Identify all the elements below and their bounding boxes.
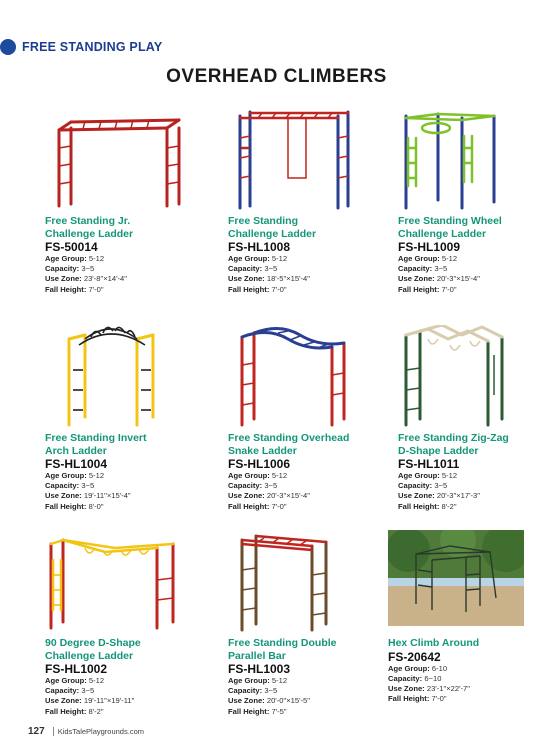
page-footer — [28, 726, 144, 737]
spec-label: Use Zone: — [398, 274, 435, 284]
age-group-value: 5-12 — [441, 254, 458, 263]
use-zone-value: 20'-3"×15'-4" — [436, 274, 480, 284]
spec-label: Age Group: — [228, 676, 270, 685]
spec-label: Fall Height: — [228, 501, 270, 511]
spec-label: Capacity: — [398, 264, 433, 274]
product-code: FS-HL1011 — [398, 457, 460, 471]
product-name-line1: Hex Climb Around — [388, 637, 480, 649]
capacity-value: 6~10 — [424, 673, 442, 683]
product-card — [228, 530, 378, 717]
use-zone-value: 19'-11"×19'-11" — [83, 696, 135, 706]
product-code: FS-HL1003 — [228, 662, 291, 676]
product-card — [388, 530, 548, 704]
age-group-value: 5-12 — [88, 254, 105, 263]
product-card — [228, 108, 378, 295]
use-zone-value: 20'-3"×17'-3" — [436, 491, 480, 501]
product-name-line2: Challenge Ladder — [398, 227, 487, 240]
product-name-line2: Parallel Bar — [228, 649, 286, 662]
use-zone-value: 20'-0"×15'-5" — [266, 696, 310, 706]
product-card — [398, 325, 548, 512]
spec-label: Age Group: — [45, 471, 87, 480]
section-header — [0, 36, 162, 58]
product-name-line1: Free Standing Wheel — [398, 215, 502, 227]
spec-label: Use Zone: — [45, 696, 82, 706]
product-image — [388, 530, 524, 626]
fall-height-value: 8'-2" — [88, 706, 104, 716]
product-name-line1: 90 Degree D-Shape — [45, 637, 141, 649]
invert-arch-ladder-illustration — [45, 325, 195, 430]
spec-label: Capacity: — [45, 264, 80, 274]
product-code: FS-HL1009 — [398, 240, 461, 254]
product-card — [45, 325, 195, 512]
spec-label: Fall Height: — [388, 694, 430, 704]
spec-label: Fall Height: — [398, 284, 440, 294]
product-image — [45, 530, 195, 635]
age-group-value: 5-12 — [271, 676, 288, 685]
spec-label: Capacity: — [228, 264, 263, 274]
capacity-value: 3~5 — [264, 686, 278, 696]
fall-height-value: 7'-0" — [88, 284, 104, 294]
capacity-value: 3~5 — [264, 264, 278, 274]
fall-height-value: 7'-0" — [441, 284, 457, 294]
challenge-ladder-illustration — [228, 108, 378, 213]
product-name-line2: Challenge Ladder — [45, 227, 134, 240]
double-parallel-bar-illustration — [228, 530, 378, 635]
use-zone-value: 18'-5"×15'-4" — [266, 274, 310, 284]
spec-label: Use Zone: — [388, 683, 425, 693]
age-group-value: 5-12 — [271, 254, 288, 263]
website-link[interactable]: KidsTalePlaygrounds.com — [57, 727, 144, 736]
page-title: OVERHEAD CLIMBERS — [166, 66, 387, 87]
product-name-line1: Free Standing Invert — [45, 432, 147, 444]
age-group-value: 5-12 — [88, 471, 105, 480]
spec-label: Use Zone: — [45, 274, 82, 284]
age-group-value: 5-12 — [88, 676, 105, 685]
fall-height-value: 7'-0" — [271, 501, 287, 511]
wheel-challenge-ladder-illustration — [398, 108, 548, 213]
product-name-line2: Challenge Ladder — [228, 227, 317, 240]
age-group-value: 6-10 — [431, 663, 448, 673]
product-code: FS-HL1006 — [228, 457, 291, 471]
age-group-value: 5-12 — [441, 471, 458, 480]
spec-label: Capacity: — [45, 481, 80, 491]
capacity-value: 3~5 — [81, 481, 95, 491]
spec-label: Use Zone: — [228, 274, 265, 284]
zig-zag-d-shape-ladder-illustration — [398, 325, 548, 430]
jr-challenge-ladder-illustration — [45, 108, 195, 213]
product-code: FS-HL1004 — [45, 457, 108, 471]
capacity-value: 3~5 — [81, 264, 95, 274]
age-group-value: 5-12 — [271, 471, 288, 480]
product-name-line1: Free Standing Overhead — [228, 432, 350, 444]
capacity-value: 3~5 — [81, 686, 95, 696]
spec-label: Capacity: — [228, 686, 263, 696]
product-name-line2: Challenge Ladder — [45, 649, 134, 662]
spec-label: Use Zone: — [228, 491, 265, 501]
spec-label: Use Zone: — [398, 491, 435, 501]
use-zone-value: 23'-8"×14'-4" — [83, 274, 127, 284]
section-title: FREE STANDING PLAY — [22, 40, 163, 54]
product-name-line2: Arch Ladder — [45, 444, 107, 457]
product-name-line2: D-Shape Ladder — [398, 444, 479, 457]
spec-label: Fall Height: — [398, 501, 440, 511]
product-name-line1: Free Standing Jr. — [45, 215, 131, 227]
capacity-value: 3~5 — [434, 264, 448, 274]
spec-label: Age Group: — [45, 676, 87, 685]
capacity-value: 3~5 — [434, 481, 448, 491]
spec-label: Age Group: — [228, 471, 270, 480]
spec-label: Fall Height: — [228, 284, 270, 294]
spec-label: Fall Height: — [45, 284, 87, 294]
spec-label: Age Group: — [398, 471, 440, 480]
product-card — [45, 108, 195, 295]
spec-label: Capacity: — [398, 481, 433, 491]
fall-height-value: 7'-5" — [271, 706, 287, 716]
overhead-snake-ladder-illustration — [228, 325, 378, 430]
spec-label: Age Group: — [45, 254, 87, 263]
product-image — [398, 325, 548, 430]
spec-label: Fall Height: — [45, 501, 87, 511]
footer-divider — [53, 727, 54, 736]
product-image — [45, 108, 195, 213]
product-name-line1: Free Standing Double — [228, 637, 337, 649]
product-name-line2: Snake Ladder — [228, 444, 297, 457]
spec-label: Age Group: — [388, 663, 430, 673]
product-card — [398, 108, 548, 295]
product-code: FS-HL1002 — [45, 662, 108, 676]
spec-label: Age Group: — [228, 254, 270, 263]
fall-height-value: 7'-0" — [431, 694, 447, 704]
spec-label: Capacity: — [45, 686, 80, 696]
fall-height-value: 8'-2" — [441, 501, 457, 511]
section-bullet-icon — [0, 39, 16, 55]
product-image — [228, 108, 378, 213]
page-number: 127 — [28, 726, 45, 737]
fall-height-value: 7'-0" — [271, 284, 287, 294]
spec-label: Capacity: — [228, 481, 263, 491]
product-card — [45, 530, 195, 717]
product-image — [398, 108, 548, 213]
spec-label: Fall Height: — [45, 706, 87, 716]
spec-label: Use Zone: — [228, 696, 265, 706]
spec-label: Age Group: — [398, 254, 440, 263]
use-zone-value: 23'-1"×22'-7" — [426, 683, 470, 693]
use-zone-value: 20'-3"×15'-4" — [266, 491, 310, 501]
product-image — [228, 530, 378, 635]
fall-height-value: 8'-0" — [88, 501, 104, 511]
d-shape-challenge-ladder-illustration — [45, 530, 195, 635]
product-code: FS-50014 — [45, 240, 98, 254]
product-code: FS-20642 — [388, 649, 441, 664]
product-card — [228, 325, 378, 512]
product-image — [45, 325, 195, 430]
product-name-line1: Free Standing — [228, 215, 299, 227]
product-image — [228, 325, 378, 430]
hex-climb-around-photo — [388, 530, 524, 626]
spec-label: Capacity: — [388, 673, 423, 683]
product-name-line1: Free Standing Zig-Zag — [398, 432, 509, 444]
capacity-value: 3~5 — [264, 481, 278, 491]
product-code: FS-HL1008 — [228, 240, 291, 254]
spec-label: Fall Height: — [228, 706, 270, 716]
use-zone-value: 19'-11"×15'-4" — [83, 491, 131, 501]
spec-label: Use Zone: — [45, 491, 82, 501]
